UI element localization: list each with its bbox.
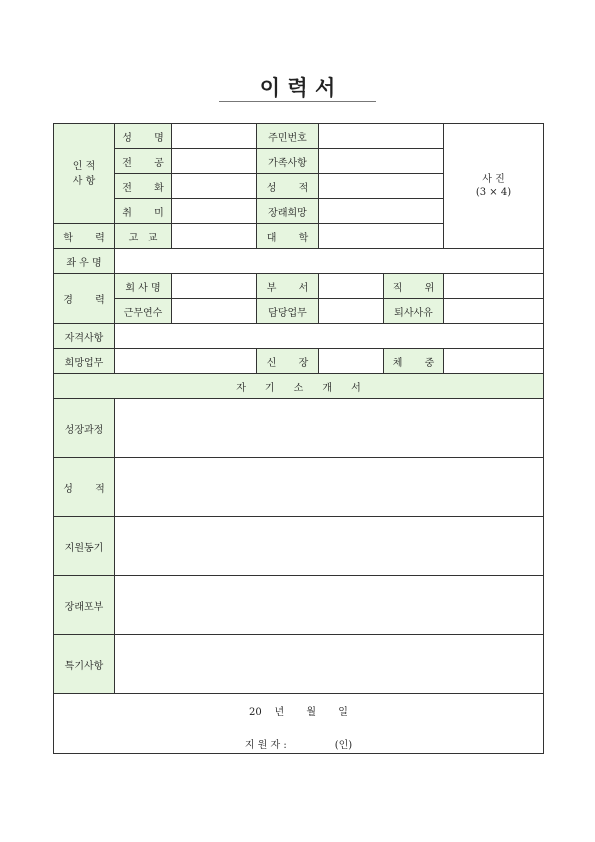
phone-label: 전 화 <box>115 174 172 199</box>
aspiration-field[interactable] <box>115 576 544 635</box>
motive-label: 지원동기 <box>54 517 115 576</box>
personal-section-label: 인 적 사 항 <box>54 124 115 224</box>
page-title: 이 력 서 <box>259 75 336 100</box>
row-career-2 <box>54 299 544 324</box>
desired-work-label: 희망업무 <box>54 349 115 374</box>
weight-field[interactable] <box>444 349 544 374</box>
motto-label: 좌 우 명 <box>54 249 115 274</box>
duties-label: 담당업무 <box>257 299 319 324</box>
intro-grades-field[interactable] <box>115 458 544 517</box>
resident-no-label: 주민번호 <box>257 124 319 149</box>
university-field[interactable] <box>319 224 444 249</box>
height-label: 신 장 <box>257 349 319 374</box>
height-field[interactable] <box>319 349 384 374</box>
certificates-field[interactable] <box>115 324 544 349</box>
grades-field[interactable] <box>319 174 444 199</box>
applicant-label: 지 원 자 : <box>244 739 287 751</box>
photo-size: (3 × 4) <box>475 187 512 198</box>
row-footer <box>54 694 544 754</box>
photo-label: 사 진 <box>482 174 505 185</box>
department-field[interactable] <box>319 274 384 299</box>
department-label: 부 서 <box>257 274 319 299</box>
motto-field[interactable] <box>115 249 544 274</box>
row-motive <box>54 517 544 576</box>
special-field[interactable] <box>115 635 544 694</box>
position-field[interactable] <box>444 274 544 299</box>
university-label: 대 학 <box>257 224 319 249</box>
family-label: 가족사항 <box>257 149 319 174</box>
growth-field[interactable] <box>115 399 544 458</box>
row-desired <box>54 349 544 374</box>
major-field[interactable] <box>172 149 257 174</box>
row-intro-grades <box>54 458 544 517</box>
company-label: 회 사 명 <box>115 274 172 299</box>
motive-field[interactable] <box>115 517 544 576</box>
hobby-field[interactable] <box>172 199 257 224</box>
high-school-label: 고 교 <box>115 224 172 249</box>
row-career-1 <box>54 274 544 299</box>
seal-label: (인) <box>334 739 353 751</box>
weight-label: 체 중 <box>384 349 444 374</box>
date-line: 20 년 월 일 <box>249 706 348 718</box>
grades-label: 성 적 <box>257 174 319 199</box>
duties-field[interactable] <box>319 299 384 324</box>
education-label: 학 력 <box>54 224 115 249</box>
title-underline <box>219 101 376 102</box>
reason-leaving-field[interactable] <box>444 299 544 324</box>
family-field[interactable] <box>319 149 444 174</box>
row-name <box>54 124 544 149</box>
high-school-field[interactable] <box>172 224 257 249</box>
intro-header: 자 기 소 개 서 <box>54 374 544 399</box>
desired-work-field[interactable] <box>115 349 257 374</box>
growth-label: 성장과정 <box>54 399 115 458</box>
future-hope-field[interactable] <box>319 199 444 224</box>
special-label: 특기사항 <box>54 635 115 694</box>
years-label: 근무연수 <box>115 299 172 324</box>
signature-area <box>54 694 544 754</box>
resident-no-field[interactable] <box>319 124 444 149</box>
intro-grades-label: 성 적 <box>54 458 115 517</box>
years-field[interactable] <box>172 299 257 324</box>
future-hope-label: 장래희망 <box>257 199 319 224</box>
row-certificates <box>54 324 544 349</box>
name-field[interactable] <box>172 124 257 149</box>
company-field[interactable] <box>172 274 257 299</box>
reason-leaving-label: 퇴사사유 <box>384 299 444 324</box>
position-label: 직 위 <box>384 274 444 299</box>
career-label: 경 력 <box>54 274 115 324</box>
resume-form <box>53 123 544 754</box>
row-growth <box>54 399 544 458</box>
row-special <box>54 635 544 694</box>
phone-field[interactable] <box>172 174 257 199</box>
row-motto <box>54 249 544 274</box>
hobby-label: 취 미 <box>115 199 172 224</box>
photo-box[interactable] <box>444 124 544 249</box>
aspiration-label: 장래포부 <box>54 576 115 635</box>
name-label: 성 명 <box>115 124 172 149</box>
row-aspiration <box>54 576 544 635</box>
major-label: 전 공 <box>115 149 172 174</box>
row-intro-header <box>54 374 544 399</box>
certificates-label: 자격사항 <box>54 324 115 349</box>
applicant-line <box>54 736 543 751</box>
